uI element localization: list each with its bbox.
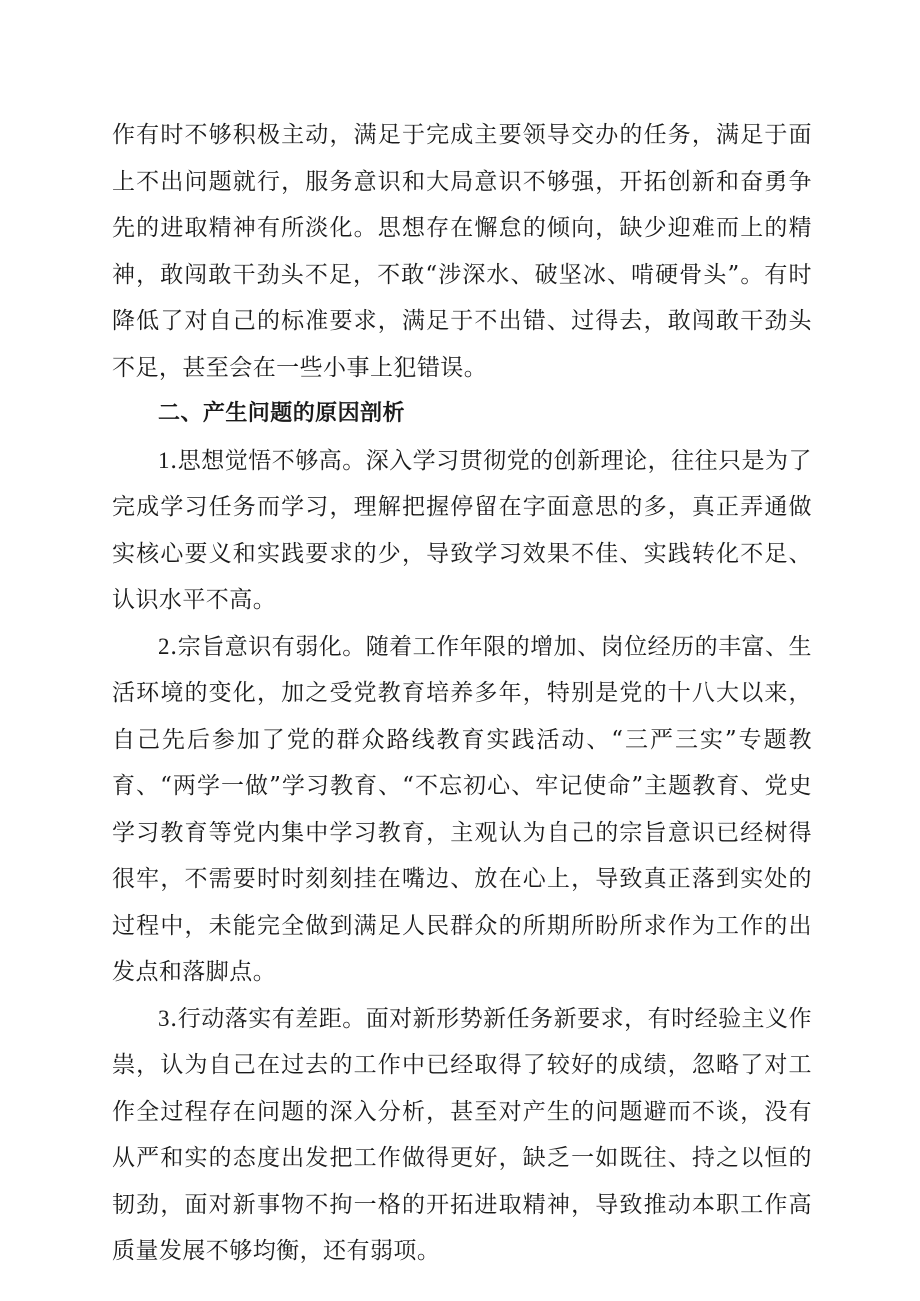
item-text: .行动落实有差距。面对新形势新任务新要求，有时经验主义作祟，认为自己在过去的工作中已经取得了较好的成绩，忽略了对工作全过程存在问题的深入分析，甚至对产生的问题避而不谈，没有从严和实的态度出发把工作做得更好，缺乏一如既往、持之以恒的韧劲，面对新事物不拘一格的开拓进取精神，导致推动本职工作高质量发展不够均衡，还有弱项。 bbox=[112, 1005, 812, 1264]
section-heading: 二、产生问题的原因剖析 bbox=[158, 401, 405, 426]
document-body bbox=[112, 112, 812, 1275]
numbered-paragraph-3 bbox=[112, 996, 812, 1275]
numbered-paragraph-1 bbox=[112, 438, 812, 624]
continued-paragraph: 作有时不够积极主动，满足于完成主要领导交办的任务，满足于面上不出问题就行，服务意识和大局意识不够强，开拓创新和奋勇争先的进取精神有所淡化。思想存在懈怠的倾向，缺少迎难而上的精神，敢闯敢干劲头不足，不敢“涉深水、破坚冰、啃硬骨头”。有时降低了对自己的标准要求，满足于不出错、过得去，敢闯敢干劲头不足，甚至会在一些小事上犯错误。 bbox=[112, 122, 812, 381]
item-number: 2 bbox=[158, 633, 170, 659]
item-text: .宗旨意识有弱化。随着工作年限的增加、岗位经历的丰富、生活环境的变化，加之受党教育培养多年，特别是党的十八大以来，自己先后参加了党的群众路线教育实践活动、“三严三实”专题教育、“两学一做”学习教育、“不忘初心、牢记使命”主题教育、党史学习教育等党内集中学习教育，主观认为自己的宗旨意识已经树得很牢，不需要时时刻刻挂在嘴边、放在心上，导致真正落到实处的过程中，未能完全做到满足人民群众的所期所盼所求作为工作的出发点和落脚点。 bbox=[112, 633, 812, 985]
numbered-paragraph-2 bbox=[112, 624, 812, 996]
item-number: 1 bbox=[158, 447, 170, 473]
item-number: 3 bbox=[158, 1005, 170, 1031]
item-text: .思想觉悟不够高。深入学习贯彻党的创新理论，往往只是为了完成学习任务而学习，理解把握停留在字面意思的多，真正弄通做实核心要义和实践要求的少，导致学习效果不佳、实践转化不足、认识水平不高。 bbox=[112, 447, 812, 613]
